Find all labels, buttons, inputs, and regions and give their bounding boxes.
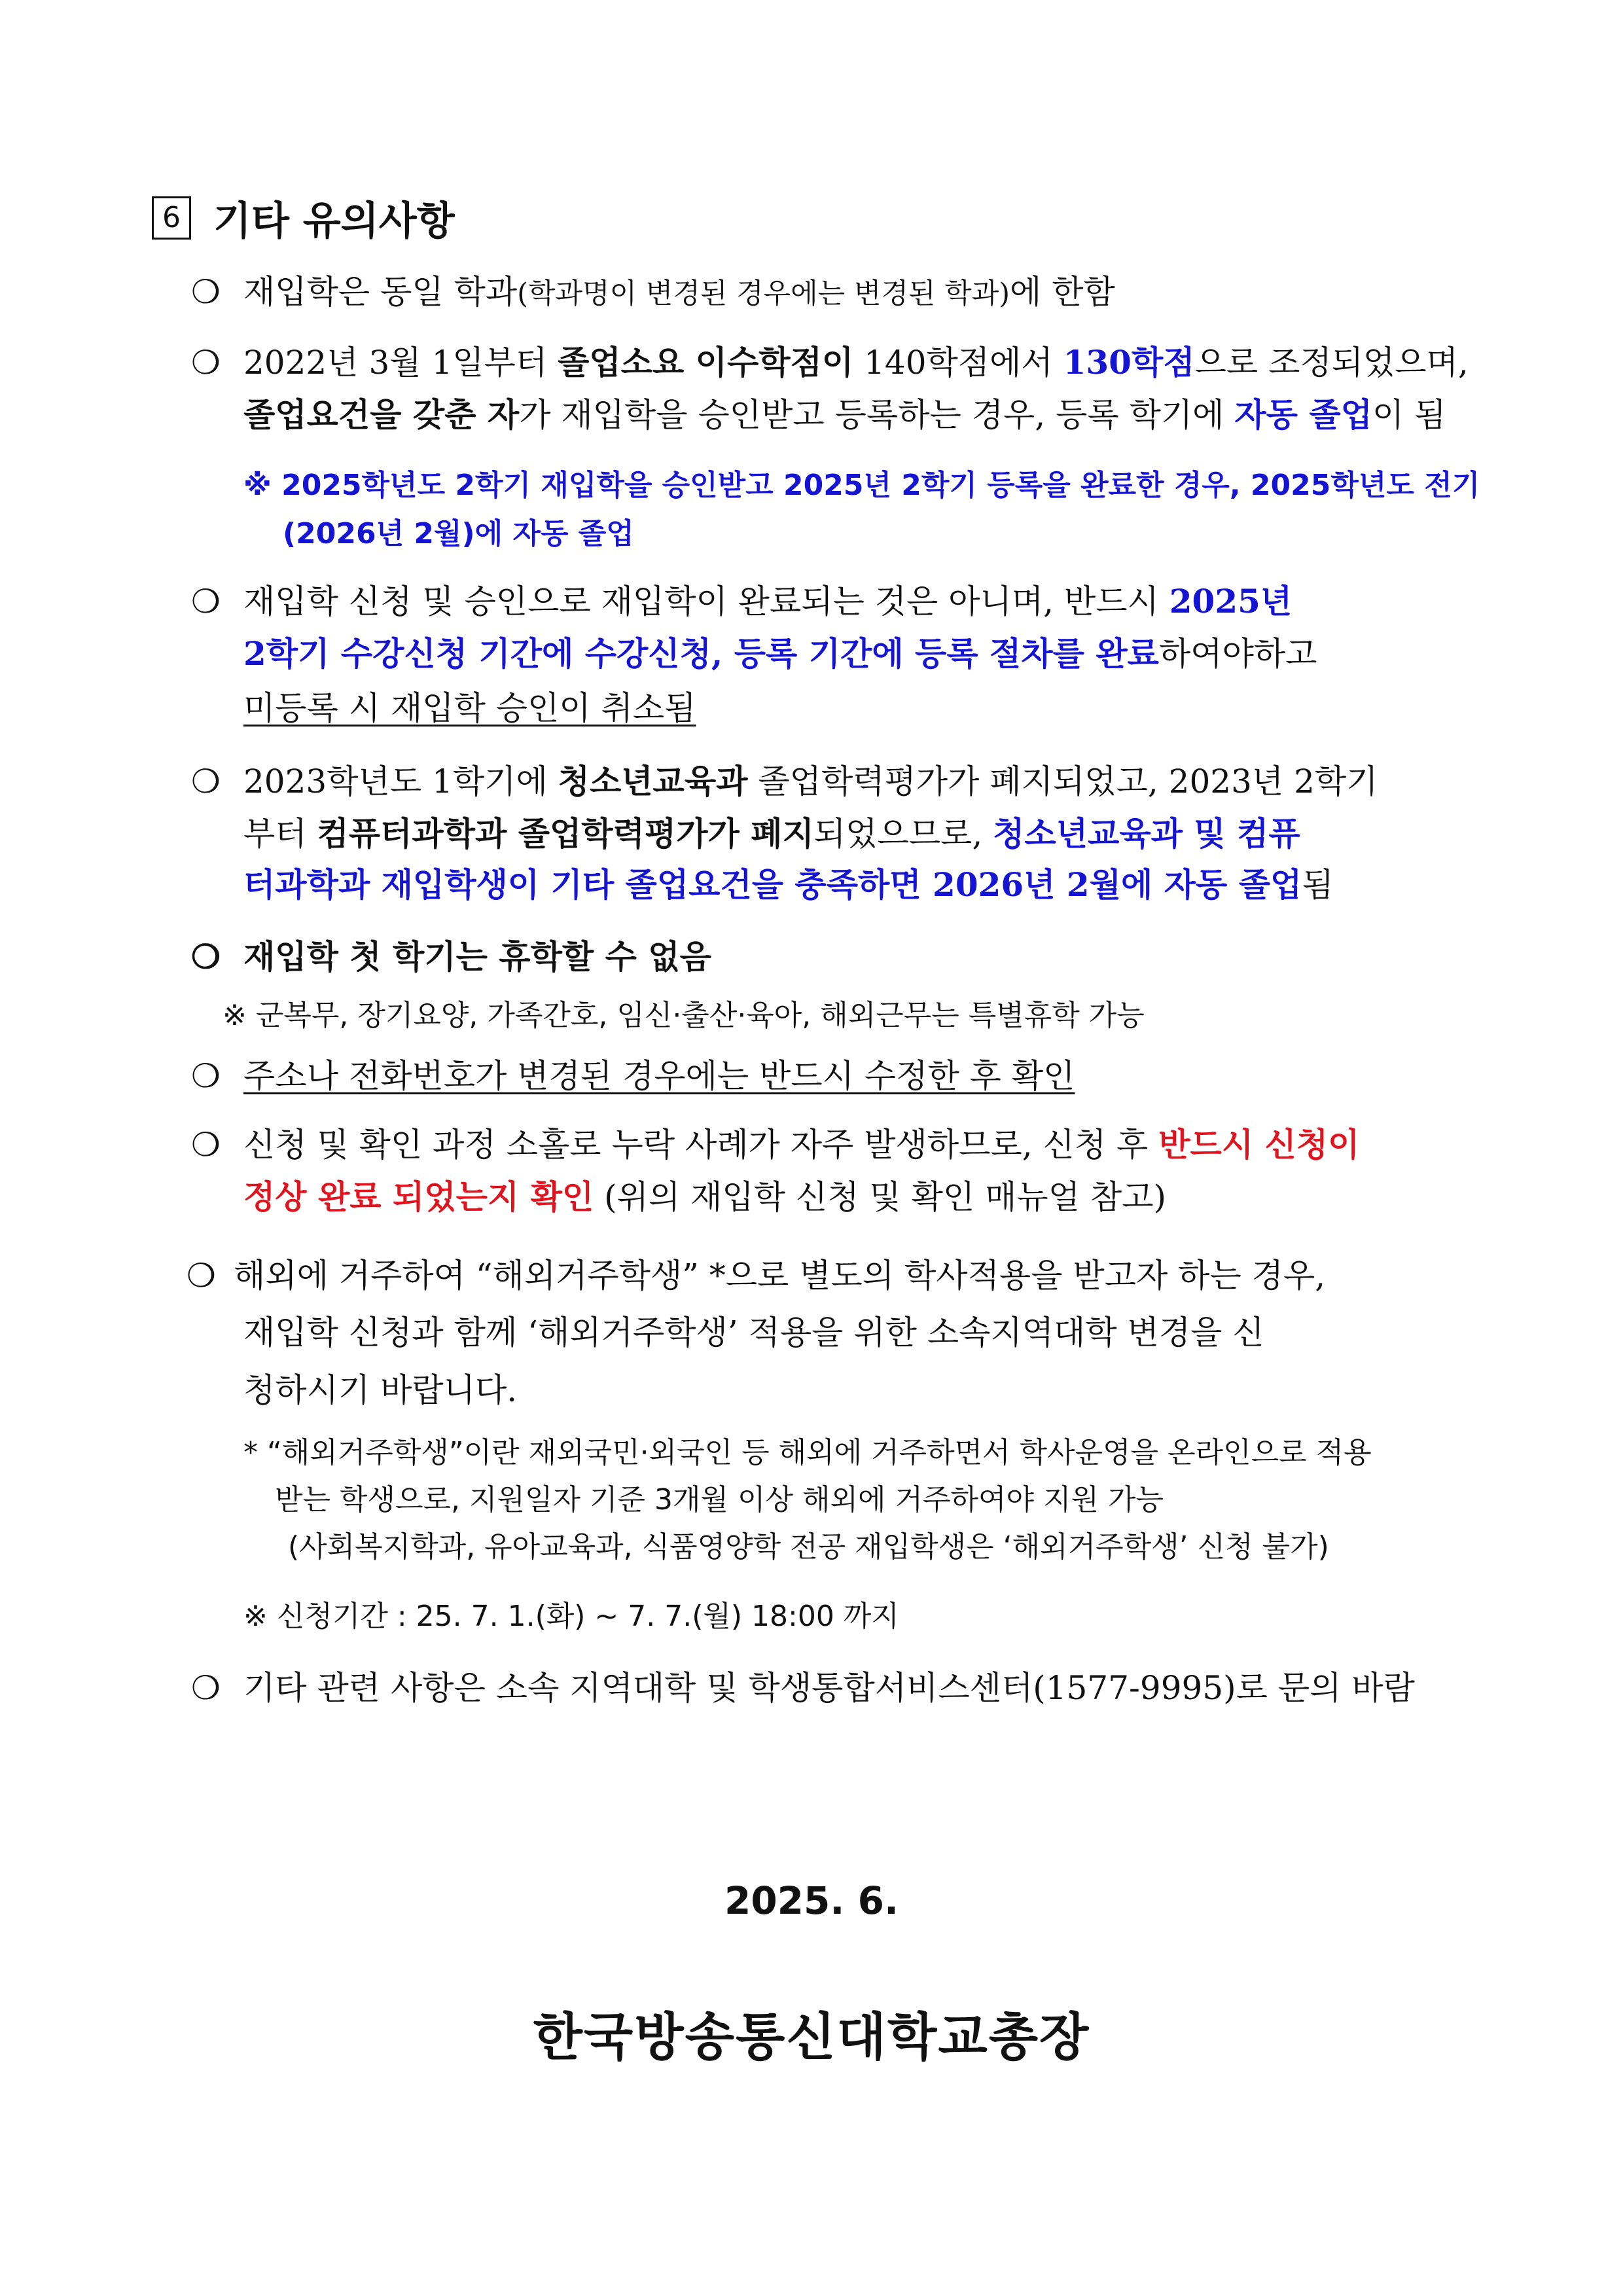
- b4-l1a: 2023학년도 1학기에: [243, 762, 558, 800]
- b3-l1b: 2025년: [1169, 582, 1293, 620]
- bullet-overseas-line2: 재입학 신청과 함께 ‘해외거주학생’ 적용을 위한 소속지역대학 변경을 신: [243, 1314, 1264, 1352]
- b4-l2a: 부터: [243, 815, 317, 853]
- b4-l2c: 되었으므로,: [813, 815, 993, 853]
- b7-l2a: 정상 완료 되었는지 확인: [243, 1177, 594, 1216]
- b2-l1b: 졸업소요 이수학점이: [558, 343, 854, 382]
- bullet-evaluation-line3: [243, 863, 1334, 907]
- section-number-box: 6: [152, 196, 191, 240]
- b8-l1: 해외에 거주하여 “해외거주학생” *으로 별도의 학사적용을 받고자 하는 경우,: [234, 1257, 1326, 1295]
- bullet-registration-line3: 미등록 시 재입학 승인이 취소됨: [243, 689, 696, 727]
- b7-l1a: 신청 및 확인 과정 소홀로 누락 사례가 자주 발생하므로, 신청 후: [243, 1126, 1159, 1164]
- notice-date: 2025. 6.: [724, 1878, 899, 1923]
- b2-l1d: 130학점: [1063, 343, 1195, 382]
- bullet-overseas-line3: 청하시기 바랍니다.: [243, 1371, 518, 1409]
- section-heading: [152, 190, 455, 246]
- b1-text-a: 재입학은 동일 학과: [243, 273, 518, 311]
- bullet-confirm-line2: [243, 1175, 1166, 1219]
- bullet-registration-line2: [243, 632, 1317, 676]
- b2-l2b: 가 재입학을 승인받고 등록하는 경우, 등록 학기에: [519, 396, 1235, 434]
- b2-l1a: 2022년 3월 1일부터: [243, 344, 558, 382]
- note-overseas-def-line3: (사회복지학과, 유아교육과, 식품영양학 전공 재입학생은 ‘해외거주학생’ 신청 불가): [288, 1530, 1329, 1564]
- b2-l2c: 자동 졸업: [1234, 395, 1372, 434]
- b5-text: 재입학 첫 학기는 휴학할 수 없음: [243, 937, 711, 976]
- b6-text: 주소나 전화번호가 변경된 경우에는 반드시 수정한 후 확인: [243, 1057, 1075, 1095]
- b2-l2a: 졸업요건을 갖춘 자: [243, 395, 520, 434]
- b4-l1c: 졸업학력평가가 폐지되었고, 2023년 2학기: [747, 762, 1378, 800]
- b4-l2b: 컴퓨터과학과 졸업학력평가가 폐지: [317, 814, 814, 853]
- b2-l2d: 이 됨: [1372, 396, 1446, 434]
- signature-president: 한국방송통신대학교총장: [533, 2008, 1090, 2067]
- note-auto-graduation-line1: ※ 2025학년도 2학기 재입학을 승인받고 2025년 2학기 등록을 완료한 경우, 2025학년도 전기: [243, 469, 1480, 502]
- note-special-leave: ※ 군복무, 장기요양, 가족간호, 임신·출산·육아, 해외근무는 특별휴학 가능: [223, 999, 1145, 1032]
- b2-l1c: 140학점에서: [853, 344, 1063, 382]
- b4-l3b: 됨: [1302, 866, 1334, 904]
- b9-text: 기타 관련 사항은 소속 지역대학 및 학생통합서비스센터(1577-9995)로 문의 바람: [243, 1669, 1415, 1707]
- b2-l1e: 으로 조정되었으며,: [1194, 344, 1469, 382]
- note-overseas-def-line2: 받는 학생으로, 지원일자 기준 3개월 이상 해외에 거주하여야 지원 가능: [275, 1483, 1164, 1516]
- bullet-evaluation-line2: [243, 812, 1300, 856]
- b4-l1b: 청소년교육과: [558, 762, 748, 800]
- b4-l3a: 터과학과 재입학생이 기타 졸업요건을 충족하면 2026년 2월에 자동 졸업: [243, 865, 1302, 904]
- bullet-graduation-credits-line2: [243, 393, 1446, 437]
- b4-l2d: 청소년교육과 및 컴퓨: [993, 814, 1300, 853]
- section-title: 기타 유의사항: [213, 198, 455, 244]
- note-overseas-def-line1: * “해외거주학생”이란 재외국민·외국인 등 해외에 거주하면서 학사운영을 온라인으로 적용: [243, 1436, 1372, 1469]
- b3-l2a: 2학기 수강신청 기간에 수강신청, 등록 기간에 등록 절차를 완료: [243, 634, 1159, 673]
- b1-text-c: 에 한함: [1010, 273, 1115, 311]
- b7-l1b: 반드시 신청이: [1158, 1125, 1360, 1164]
- b3-l1a: 재입학 신청 및 승인으로 재입학이 완료되는 것은 아니며, 반드시: [243, 583, 1169, 620]
- b7-l2b: (위의 재입학 신청 및 확인 매뉴얼 참고): [594, 1178, 1167, 1216]
- note-application-period: ※ 신청기간 : 25. 7. 1.(화) ~ 7. 7.(월) 18:00 까지: [243, 1600, 899, 1633]
- b3-l2b: 하여야하고: [1158, 635, 1317, 673]
- note-auto-graduation-line2: (2026년 2월)에 자동 졸업: [283, 517, 634, 550]
- b1-text-b: (학과명이 변경된 경우에는 변경된 학과): [517, 278, 1010, 310]
